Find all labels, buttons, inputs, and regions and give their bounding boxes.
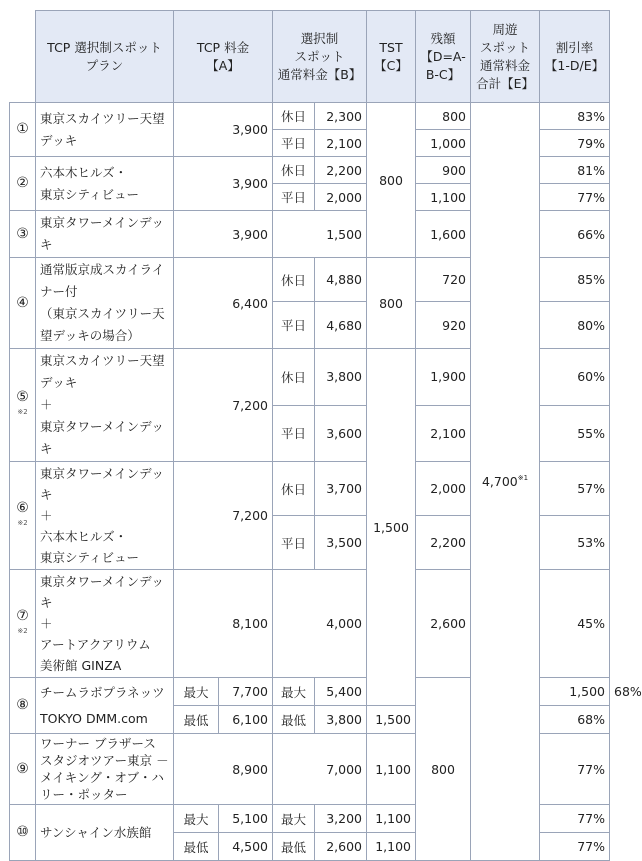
corner-cell: [10, 11, 36, 103]
remaining-value: 1,100: [367, 805, 416, 833]
remaining-value: 2,600: [416, 570, 471, 678]
day-label: 平日: [273, 516, 315, 570]
remaining-value: 2,200: [416, 516, 471, 570]
regular-price: 3,600: [315, 405, 367, 462]
row-number: ⑥ ※2: [10, 462, 36, 570]
remaining-value: 900: [416, 157, 471, 184]
table-row: [10, 103, 610, 130]
header-discount: 割引率 【1-D/E】: [540, 11, 610, 103]
header-tour-total: 周遊 スポット 通常料金 合計【E】: [471, 11, 540, 103]
tst-value: 800: [416, 678, 471, 861]
regular-price: 1,500: [273, 211, 367, 258]
discount-rate: 57%: [540, 462, 610, 516]
regular-price: 3,200: [315, 805, 367, 833]
tcp-pricing-table: [9, 10, 642, 861]
remaining-value: 1,100: [416, 184, 471, 211]
discount-rate: 81%: [540, 157, 610, 184]
tcp-tier-label: 最低: [174, 833, 219, 861]
day-label: 休日: [273, 157, 315, 184]
day-label: 休日: [273, 349, 315, 406]
tcp-price: 7,200: [174, 462, 273, 570]
remaining-value: 1,000: [416, 130, 471, 157]
regular-price: 2,000: [315, 184, 367, 211]
regular-price: 2,300: [315, 103, 367, 130]
remaining-value: 1,100: [367, 833, 416, 861]
discount-rate: 45%: [540, 570, 610, 678]
tst-value: 800: [367, 258, 416, 349]
discount-rate: 80%: [540, 302, 610, 349]
plan-name: 東京スカイツリー天望デッキ ＋ 東京タワーメインデッキ: [36, 349, 174, 462]
tcp-price: 7,200: [174, 349, 273, 462]
discount-rate: 77%: [540, 805, 610, 833]
discount-rate: 77%: [540, 734, 610, 805]
header-row: [10, 11, 610, 103]
remaining-value: 1,500: [540, 678, 610, 706]
regular-price: 3,500: [315, 516, 367, 570]
discount-rate: 85%: [540, 258, 610, 302]
discount-rate: 83%: [540, 103, 610, 130]
header-tst: TST 【C】: [367, 11, 416, 103]
discount-rate: 77%: [540, 833, 610, 861]
tcp-price: 8,900: [174, 734, 273, 805]
row-number: ②: [10, 157, 36, 211]
tcp-tier-label: 最大: [174, 678, 219, 706]
day-label: 平日: [273, 184, 315, 211]
regular-tier-label: 最低: [273, 706, 315, 734]
row-number: ⑩: [10, 805, 36, 861]
tcp-price: 8,100: [174, 570, 273, 678]
regular-price: 2,600: [315, 833, 367, 861]
remaining-value: 2,000: [416, 462, 471, 516]
regular-price: 3,800: [315, 706, 367, 734]
row-number: ⑨: [10, 734, 36, 805]
tcp-price: 3,900: [174, 103, 273, 157]
tcp-price: 5,100: [219, 805, 273, 833]
regular-price: 4,680: [315, 302, 367, 349]
discount-rate: 79%: [540, 130, 610, 157]
tcp-price: 4,500: [219, 833, 273, 861]
plan-name: ワーナー ブラザース スタジオツアー東京 －メイキング・オブ・ハリー・ポッター: [36, 734, 174, 805]
regular-price: 2,100: [315, 130, 367, 157]
plan-name: サンシャイン水族館: [36, 805, 174, 861]
day-label: 休日: [273, 462, 315, 516]
remaining-value: 720: [416, 258, 471, 302]
day-label: 休日: [273, 258, 315, 302]
plan-name: 東京タワーメインデッキ: [36, 211, 174, 258]
row-number: ④: [10, 258, 36, 349]
remaining-value: 2,100: [416, 405, 471, 462]
tcp-price: 7,700: [219, 678, 273, 706]
plan-name: 六本木ヒルズ・ 東京シティビュー: [36, 157, 174, 211]
tst-value: 1,500: [367, 349, 416, 706]
discount-rate: 68%: [540, 706, 610, 734]
discount-rate: 60%: [540, 349, 610, 406]
tour-total: 4,700$^{※1}$: [471, 103, 540, 861]
remaining-value: 1,600: [416, 211, 471, 258]
row-number: ①: [10, 103, 36, 157]
plan-name: チームラボプラネッツ TOKYO DMM.com: [36, 678, 174, 734]
day-label: 平日: [273, 405, 315, 462]
remaining-value: 1,900: [416, 349, 471, 406]
remaining-value: 1,500: [367, 706, 416, 734]
regular-price: 5,400: [315, 678, 367, 706]
day-label: 平日: [273, 130, 315, 157]
tst-value: 800: [367, 103, 416, 258]
plan-name: 東京スカイツリー天望デッキ: [36, 103, 174, 157]
regular-price: 4,000: [273, 570, 367, 678]
header-plan: TCP 選択制スポット プラン: [36, 11, 174, 103]
regular-tier-label: 最低: [273, 833, 315, 861]
row-number: ⑦ ※2: [10, 570, 36, 678]
tcp-price: 3,900: [174, 157, 273, 211]
plan-name: 東京タワーメインデッキ ＋ アートアクアリウム 美術館 GINZA: [36, 570, 174, 678]
discount-rate: 55%: [540, 405, 610, 462]
tcp-tier-label: 最低: [174, 706, 219, 734]
header-spot-regular: 選択制 スポット 通常料金【B】: [273, 11, 367, 103]
tcp-price: 6,400: [174, 258, 273, 349]
regular-tier-label: 最大: [273, 805, 315, 833]
row-number: ⑧: [10, 678, 36, 734]
row-number: ③: [10, 211, 36, 258]
regular-price: 7,000: [273, 734, 367, 805]
header-remaining: 残額 【D=A- B-C】: [416, 11, 471, 103]
discount-rate: 77%: [540, 184, 610, 211]
remaining-value: 800: [416, 103, 471, 130]
discount-rate: 66%: [540, 211, 610, 258]
table-row: ⑧ チームラボプラネッツ TOKYO DMM.com 最大 7,700 最大 5,400 800 1,500 68%: [10, 678, 610, 706]
tcp-tier-label: 最大: [174, 805, 219, 833]
remaining-value: 920: [416, 302, 471, 349]
tcp-price: 6,100: [219, 706, 273, 734]
plan-name: 東京タワーメインデッキ ＋ 六本木ヒルズ・ 東京シティビュー: [36, 462, 174, 570]
regular-tier-label: 最大: [273, 678, 315, 706]
remaining-value: 1,100: [367, 734, 416, 805]
row-number: ⑤ ※2: [10, 349, 36, 462]
regular-price: 4,880: [315, 258, 367, 302]
regular-price: 2,200: [315, 157, 367, 184]
tcp-price: 3,900: [174, 211, 273, 258]
day-label: 休日: [273, 103, 315, 130]
plan-name: 通常版京成スカイライナー付 （東京スカイツリー天望デッキの場合）: [36, 258, 174, 349]
regular-price: 3,800: [315, 349, 367, 406]
day-label: 平日: [273, 302, 315, 349]
regular-price: 3,700: [315, 462, 367, 516]
discount-rate: 53%: [540, 516, 610, 570]
header-tcp-price: TCP 料金 【A】: [174, 11, 273, 103]
